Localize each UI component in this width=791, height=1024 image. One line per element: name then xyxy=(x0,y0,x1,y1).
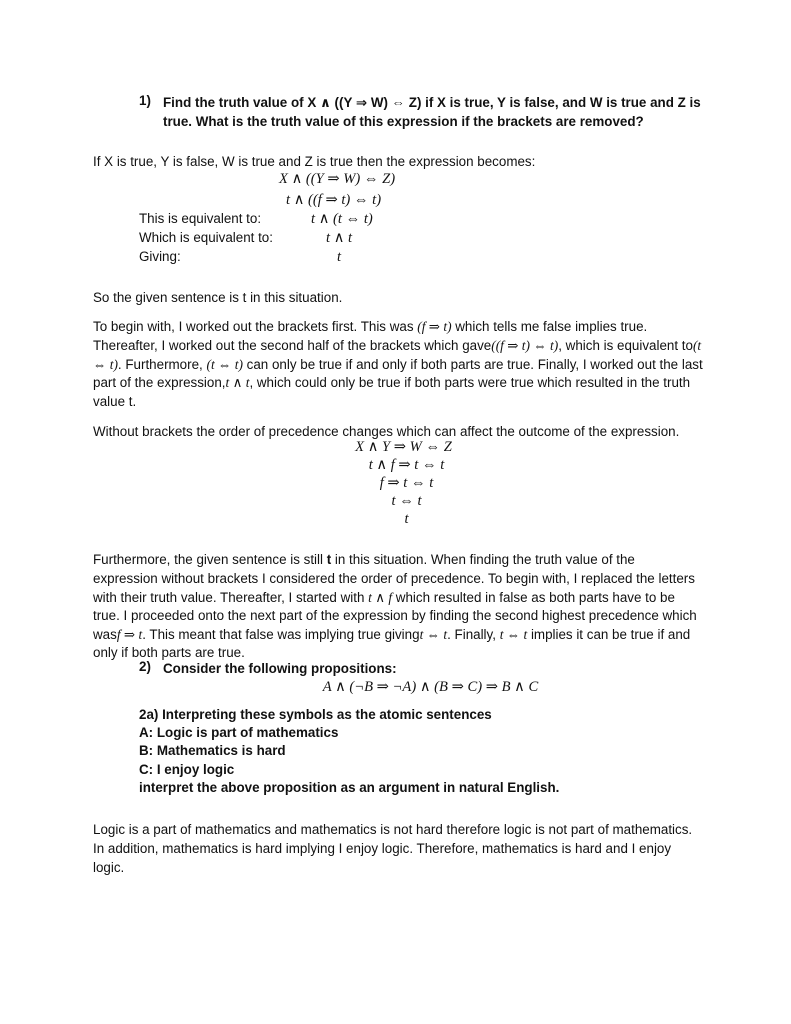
derivation-line-3: t ∧ (t ⇔ t) xyxy=(311,211,373,227)
p5-math-4: t ⇔ t xyxy=(499,626,528,642)
p3-text-2: which tells me false implies true. Thereafter, I worked out the second half of the brackets which gave xyxy=(93,319,648,353)
paragraph-natural-english: Logic is a part of mathematics and mathematics is not hard therefore logic is not part of mathematics. In addition, mathematics is hard implying I enjoy logic. Therefore, mathematics is hard and I enjoy logic. xyxy=(93,822,693,875)
derivation-line-4: t ∧ t xyxy=(326,230,353,246)
p3-math-4: (t ⇔ t) xyxy=(206,356,243,372)
nobrackets-line-1: X ∧ Y ⇒ W ⇔ Z xyxy=(355,439,452,455)
q2a-line-1: 2a) Interpreting these symbols as the atomic sentences xyxy=(139,707,492,722)
derivation-line-2: t ∧ ((f ⇒ t) ⇔ t) xyxy=(286,192,382,208)
derivation-label-4: Which is equivalent to: xyxy=(139,230,273,245)
p5-text-3: which resulted in false as both parts have to be true. I proceeded onto the next part of the expression by finding the second highest precedence which was xyxy=(93,589,697,642)
p5-math-3: t ⇔ t xyxy=(419,626,448,642)
question-1-number: 1) xyxy=(139,93,151,108)
nobrackets-line-4: t ⇔ t xyxy=(391,493,422,509)
p3-text-3: , which is equivalent to xyxy=(558,337,693,353)
p5-bold-1: t xyxy=(326,552,332,568)
paragraph-result: So the given sentence is t in this situation. xyxy=(93,290,343,306)
derivation-label-5: Giving: xyxy=(139,249,181,264)
q2a-line-3: B: Mathematics is hard xyxy=(139,743,286,758)
paragraph-no-bracket-explanation xyxy=(93,551,703,663)
p5-text-6: implies it can be true if and only if both parts are true. xyxy=(93,626,691,661)
p3-math-5: t ∧ t xyxy=(225,375,250,391)
p3-text-4: . Furthermore, xyxy=(117,356,207,372)
paragraph-precedence: Without brackets the order of precedence changes which can affect the outcome of the expression. xyxy=(93,424,680,440)
derivation-label-3: This is equivalent to: xyxy=(139,211,262,226)
p3-math-2: ((f ⇒ t) ⇔ t) xyxy=(491,337,559,353)
q2a-line-5: interpret the above proposition as an argument in natural English. xyxy=(139,780,560,795)
derivation-line-5: t xyxy=(337,249,342,265)
nobrackets-line-5: t xyxy=(404,511,409,527)
p5-text-2: in this situation. When finding the truth value of the expression without brackets I considered the order of precedence. To begin with, I replaced the letters with their truth value. Thereafter, I started with xyxy=(93,552,695,605)
p3-text-5: can only be true if and only if both parts are true. Finally, I worked out the last part of the expression, xyxy=(93,356,703,391)
question-1-text: Find the truth value of X ∧ ((Y ⇒ W) ⇔ Z) if X is true, Y is false, and W is true and Z is true. What is the truth value of this expression if the brackets are removed? xyxy=(163,95,701,129)
nobrackets-line-2: t ∧ f ⇒ t ⇔ t xyxy=(368,457,445,473)
question-2-number: 2) xyxy=(139,659,151,674)
p5-text-4: . This meant that false was implying true giving xyxy=(142,626,420,642)
p3-text-6: , which could only be true if both parts were true which resulted in the truth value t. xyxy=(93,375,691,409)
p3-math-1: (f ⇒ t) xyxy=(417,319,452,335)
nobrackets-line-3: f ⇒ t ⇔ t xyxy=(379,475,434,491)
p3-math-3: (t ⇔ t) xyxy=(93,337,702,372)
question-2-text: Consider the following propositions: xyxy=(163,661,397,676)
p5-math-2: f ⇒ t xyxy=(116,626,143,642)
paragraph-bracket-explanation xyxy=(93,318,703,411)
q2a-line-2: A: Logic is part of mathematics xyxy=(139,725,339,740)
paragraph-substitution: If X is true, Y is false, W is true and Z is true then the expression becomes: xyxy=(93,154,536,170)
p5-text-5: . Finally, xyxy=(447,626,500,642)
q2a-line-4: C: I enjoy logic xyxy=(139,762,235,777)
question-2-formula: A ∧ (¬B ⇒ ¬A) ∧ (B ⇒ C) ⇒ B ∧ C xyxy=(322,679,539,695)
p5-math-1: t ∧ f xyxy=(368,589,393,605)
derivation-line-1: X ∧ ((Y ⇒ W) ⇔ Z) xyxy=(279,171,396,187)
p5-text-1: Furthermore, the given sentence is still xyxy=(93,552,327,568)
p3-text-1: To begin with, I worked out the brackets first. This was xyxy=(93,319,418,335)
